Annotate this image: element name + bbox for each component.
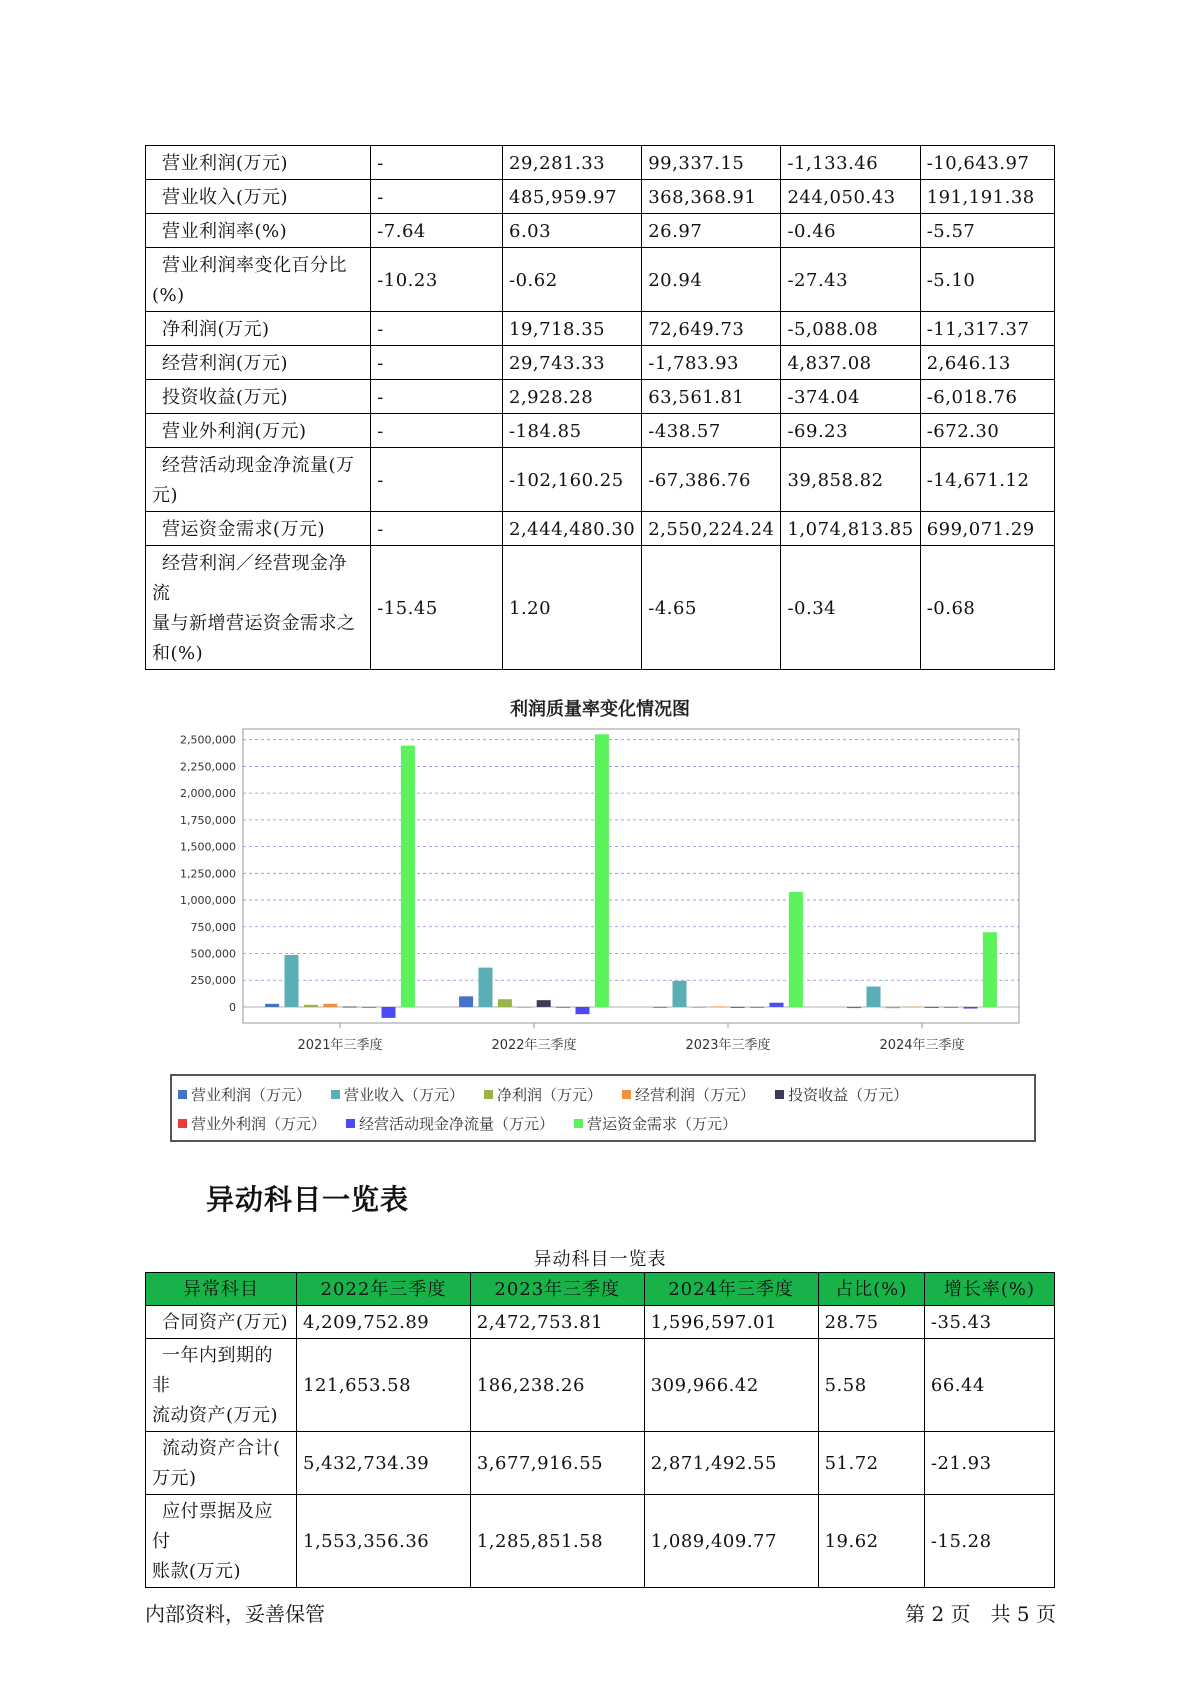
bar-7-3 <box>983 932 997 1007</box>
bar-4-1 <box>537 1000 551 1007</box>
row-label: 营业外利润(万元) <box>146 414 371 448</box>
column-header: 2024年三季度 <box>644 1273 818 1306</box>
table-cell: -15.45 <box>371 546 503 670</box>
row-label-line: 应付票据及应付 <box>152 1501 273 1552</box>
column-header: 2023年三季度 <box>470 1273 644 1306</box>
table-cell: 2,444,480.30 <box>503 512 642 546</box>
row-label-line: 流动资产(万元) <box>152 1405 279 1426</box>
legend-swatch <box>484 1090 493 1099</box>
table-cell: - <box>371 414 503 448</box>
table-cell: -5,088.08 <box>781 312 920 346</box>
legend-swatch <box>178 1119 187 1128</box>
table-row <box>146 248 1055 312</box>
legend-label: 营业利润（万元） <box>191 1085 312 1104</box>
table-cell: -0.34 <box>781 546 920 670</box>
table-row <box>146 380 1055 414</box>
legend-swatch <box>346 1119 355 1128</box>
table-cell: 6.03 <box>503 214 642 248</box>
table-cell: -184.85 <box>503 414 642 448</box>
row-label-line: 流动资产合计( <box>162 1438 281 1459</box>
abnormal-items-table <box>145 1272 1055 1588</box>
bar-2-1 <box>498 999 512 1007</box>
chart-legend <box>170 1074 1036 1142</box>
bar-3-1 <box>517 1007 531 1008</box>
table-cell: -0.62 <box>503 248 642 312</box>
bar-5-0 <box>362 1007 376 1008</box>
bar-0-2 <box>653 1007 667 1008</box>
table-cell: 26.97 <box>642 214 781 248</box>
table-cell: -5.57 <box>920 214 1054 248</box>
table-header-row <box>146 1273 1055 1306</box>
bar-4-3 <box>925 1007 939 1008</box>
table-cell: 2,928.28 <box>503 380 642 414</box>
table-cell: 66.44 <box>924 1339 1054 1432</box>
table-row <box>146 214 1055 248</box>
bar-7-2 <box>789 892 803 1007</box>
table-row <box>146 546 1055 670</box>
table-row <box>146 180 1055 214</box>
table-cell: -7.64 <box>371 214 503 248</box>
table-cell: 368,368.91 <box>642 180 781 214</box>
bar-0-3 <box>847 1007 861 1008</box>
table-row <box>146 146 1055 180</box>
y-tick-label: 2,250,000 <box>180 760 236 774</box>
section-heading: 异动科目一览表 <box>206 1183 410 1216</box>
x-tick-label: 2023年三季度 <box>685 1038 771 1053</box>
row-label <box>146 1495 297 1588</box>
column-header: 异常科目 <box>146 1273 297 1306</box>
table-cell: 51.72 <box>818 1432 924 1495</box>
table-cell: 19.62 <box>818 1495 924 1588</box>
legend-label: 经营利润（万元） <box>635 1085 756 1104</box>
row-label: 营业利润(万元) <box>146 146 371 180</box>
row-label-line: 量与新增营运资金需求之 <box>152 613 356 634</box>
table-cell: 699,071.29 <box>920 512 1054 546</box>
row-label: 投资收益(万元) <box>146 380 371 414</box>
legend-swatch <box>331 1090 340 1099</box>
table-cell: -69.23 <box>781 414 920 448</box>
table-cell: - <box>371 380 503 414</box>
table-cell: 5.58 <box>818 1339 924 1432</box>
table-row <box>146 1339 1055 1432</box>
chart-title: 利润质量率变化情况图 <box>510 699 690 720</box>
legend-item <box>340 1113 554 1134</box>
table-cell: -14,671.12 <box>920 448 1054 512</box>
table-cell: -67,386.76 <box>642 448 781 512</box>
table-cell: 1,285,851.58 <box>470 1495 644 1588</box>
legend-item <box>616 1084 755 1105</box>
legend-item <box>568 1113 737 1134</box>
footer-confidential: 内部资料，妥善保管 <box>145 1602 325 1626</box>
table-cell: -672.30 <box>920 414 1054 448</box>
row-label-line: 经营利润／经营现金净流 <box>152 553 347 604</box>
y-tick-label: 750,000 <box>190 920 236 934</box>
legend-label: 营业收入（万元） <box>344 1085 465 1104</box>
row-label: 合同资产(万元) <box>146 1306 297 1339</box>
column-header: 增长率(%) <box>924 1273 1054 1306</box>
legend-swatch <box>178 1090 187 1099</box>
bar-1-3 <box>867 987 881 1007</box>
table-cell: 2,871,492.55 <box>644 1432 818 1495</box>
bar-6-0 <box>382 1007 396 1018</box>
table-cell: 72,649.73 <box>642 312 781 346</box>
legend-item <box>478 1084 602 1105</box>
table-cell: -102,160.25 <box>503 448 642 512</box>
row-label-line: 元) <box>152 485 179 506</box>
bar-1-1 <box>479 968 493 1007</box>
bar-6-2 <box>770 1003 784 1007</box>
legend-item <box>769 1084 908 1105</box>
table-cell: -1,783.93 <box>642 346 781 380</box>
table-cell: 1,074,813.85 <box>781 512 920 546</box>
table-cell: 244,050.43 <box>781 180 920 214</box>
bar-1-0 <box>285 955 299 1007</box>
table-cell: 4,209,752.89 <box>297 1306 471 1339</box>
row-label-line: 和(%) <box>152 643 204 664</box>
table-cell: 309,966.42 <box>644 1339 818 1432</box>
y-tick-label: 1,500,000 <box>180 840 236 854</box>
table-cell: 63,561.81 <box>642 380 781 414</box>
bar-2-0 <box>304 1005 318 1007</box>
legend-label: 净利润（万元） <box>497 1085 603 1104</box>
bar-4-2 <box>731 1007 745 1008</box>
legend-item <box>172 1084 311 1105</box>
bar-7-0 <box>401 746 415 1007</box>
chart-svg <box>165 723 1035 1103</box>
plot-area <box>243 729 1019 1023</box>
table-cell: 29,743.33 <box>503 346 642 380</box>
bar-4-0 <box>343 1007 357 1008</box>
table-cell: 485,959.97 <box>503 180 642 214</box>
table-cell: 20.94 <box>642 248 781 312</box>
table-cell: 121,653.58 <box>297 1339 471 1432</box>
table-cell: 1,553,356.36 <box>297 1495 471 1588</box>
table-row <box>146 1432 1055 1495</box>
table-row <box>146 414 1055 448</box>
x-tick-label: 2021年三季度 <box>297 1038 383 1053</box>
table-row <box>146 448 1055 512</box>
legend-row <box>172 1110 751 1136</box>
bar-0-1 <box>459 996 473 1007</box>
table-cell: 19,718.35 <box>503 312 642 346</box>
row-label <box>146 546 371 670</box>
table-row <box>146 512 1055 546</box>
table-row <box>146 1306 1055 1339</box>
table-cell: - <box>371 346 503 380</box>
legend-label: 经营活动现金净流量（万元） <box>359 1114 555 1133</box>
legend-swatch <box>574 1119 583 1128</box>
legend-label: 投资收益（万元） <box>788 1085 909 1104</box>
row-label-line: 一年内到期的非 <box>152 1345 273 1396</box>
table-row <box>146 312 1055 346</box>
table-cell: 4,837.08 <box>781 346 920 380</box>
y-tick-label: 0 <box>229 1000 236 1014</box>
table-cell: -1,133.46 <box>781 146 920 180</box>
row-label <box>146 1432 297 1495</box>
bar-2-3 <box>886 1007 900 1008</box>
table-caption: 异动科目一览表 <box>533 1249 667 1270</box>
table-cell: 3,677,916.55 <box>470 1432 644 1495</box>
y-tick-label: 1,750,000 <box>180 813 236 827</box>
table-row <box>146 346 1055 380</box>
table-cell: -10,643.97 <box>920 146 1054 180</box>
legend-label: 营运资金需求（万元） <box>587 1114 738 1133</box>
x-tick-label: 2022年三季度 <box>491 1038 577 1053</box>
y-tick-label: 1,250,000 <box>180 867 236 881</box>
x-tick-label: 2024年三季度 <box>879 1038 965 1053</box>
bar-1-2 <box>673 981 687 1007</box>
footer-page-number: 第 2 页 共 5 页 <box>905 1602 1056 1626</box>
column-header: 占比(%) <box>818 1273 924 1306</box>
column-header: 2022年三季度 <box>297 1273 471 1306</box>
bar-3-3 <box>905 1007 919 1008</box>
row-label: 净利润(万元) <box>146 312 371 346</box>
table-cell: 2,550,224.24 <box>642 512 781 546</box>
table-cell: 1,596,597.01 <box>644 1306 818 1339</box>
table-cell: 186,238.26 <box>470 1339 644 1432</box>
y-tick-label: 2,000,000 <box>180 787 236 801</box>
table-cell: -0.46 <box>781 214 920 248</box>
table-row <box>146 1495 1055 1588</box>
row-label-line: 营业利润率变化百分比 <box>162 255 347 276</box>
bar-3-0 <box>323 1004 337 1007</box>
legend-label: 营业外利润（万元） <box>191 1114 327 1133</box>
table-cell: 28.75 <box>818 1306 924 1339</box>
row-label-line: 万元) <box>152 1468 197 1489</box>
bar-5-2 <box>750 1007 764 1008</box>
legend-item <box>325 1084 464 1105</box>
table-cell: - <box>371 146 503 180</box>
table-cell: - <box>371 448 503 512</box>
legend-swatch <box>775 1090 784 1099</box>
table-cell: -0.68 <box>920 546 1054 670</box>
row-label <box>146 248 371 312</box>
table-cell: 39,858.82 <box>781 448 920 512</box>
y-tick-label: 1,000,000 <box>180 894 236 908</box>
bar-7-1 <box>595 734 609 1007</box>
y-tick-label: 2,500,000 <box>180 733 236 747</box>
table-cell: 1,089,409.77 <box>644 1495 818 1588</box>
bar-5-3 <box>944 1007 958 1008</box>
row-label-line: 经营活动现金净流量(万 <box>162 455 355 476</box>
table-cell: 99,337.15 <box>642 146 781 180</box>
table-cell: 2,472,753.81 <box>470 1306 644 1339</box>
table-cell: -438.57 <box>642 414 781 448</box>
table-cell: -374.04 <box>781 380 920 414</box>
y-tick-label: 250,000 <box>190 974 236 988</box>
table-cell: 2,646.13 <box>920 346 1054 380</box>
table-cell: -27.43 <box>781 248 920 312</box>
table-cell: 1.20 <box>503 546 642 670</box>
row-label-line: (%) <box>152 285 185 306</box>
row-label <box>146 1339 297 1432</box>
table-cell: 29,281.33 <box>503 146 642 180</box>
table-cell: -10.23 <box>371 248 503 312</box>
table-cell: -21.93 <box>924 1432 1054 1495</box>
legend-item <box>172 1113 326 1134</box>
row-label: 经营利润(万元) <box>146 346 371 380</box>
table-cell: -15.28 <box>924 1495 1054 1588</box>
table-cell: -5.10 <box>920 248 1054 312</box>
table-cell: 191,191.38 <box>920 180 1054 214</box>
row-label-line: 账款(万元) <box>152 1561 242 1582</box>
bar-6-1 <box>576 1007 590 1014</box>
table-cell: - <box>371 180 503 214</box>
bar-3-2 <box>711 1006 725 1007</box>
row-label <box>146 448 371 512</box>
bar-5-1 <box>556 1007 570 1008</box>
table-cell: -35.43 <box>924 1306 1054 1339</box>
bar-0-0 <box>265 1004 279 1007</box>
row-label: 营业利润率(%) <box>146 214 371 248</box>
profit-quality-table <box>145 145 1055 670</box>
table-cell: -4.65 <box>642 546 781 670</box>
table-cell: -11,317.37 <box>920 312 1054 346</box>
bar-6-3 <box>964 1007 978 1009</box>
y-tick-label: 500,000 <box>190 947 236 961</box>
bar-2-2 <box>692 1007 706 1008</box>
legend-swatch <box>622 1090 631 1099</box>
legend-row <box>172 1081 922 1107</box>
row-label: 营运资金需求(万元) <box>146 512 371 546</box>
table-cell: - <box>371 312 503 346</box>
table-cell: -6,018.76 <box>920 380 1054 414</box>
row-label: 营业收入(万元) <box>146 180 371 214</box>
table-cell: 5,432,734.39 <box>297 1432 471 1495</box>
table-cell: - <box>371 512 503 546</box>
